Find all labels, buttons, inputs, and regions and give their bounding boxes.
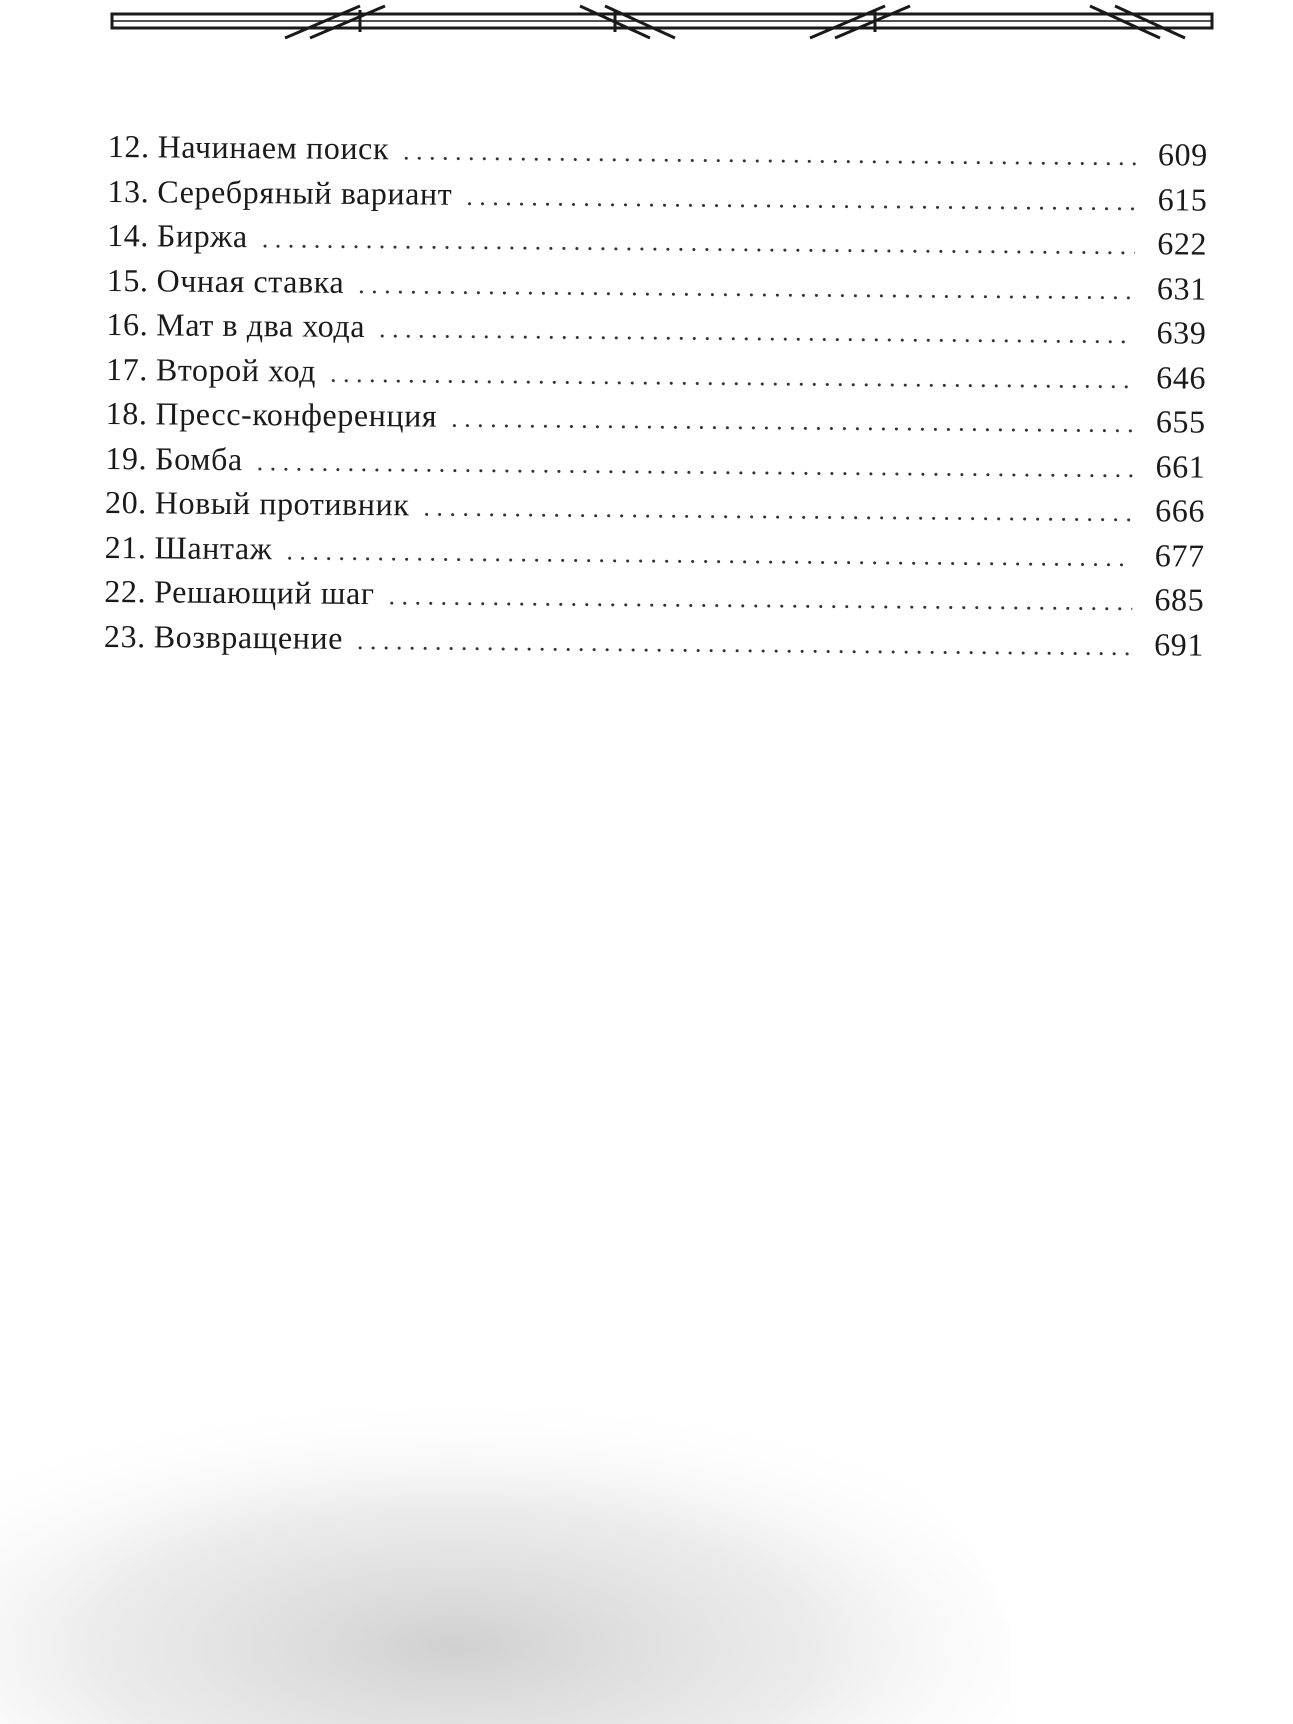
toc-entry-number: 12. [107,128,150,165]
toc-leader-dots [330,358,1134,394]
toc-leader-dots [262,224,1136,261]
toc-entry-title: Новый противник [154,484,410,523]
toc-leader-dots [286,536,1132,573]
toc-entry-title: Начинаем поиск [157,128,390,167]
toc-entry-page: 677 [1154,536,1205,574]
toc-leader-dots [403,136,1136,172]
toc-leader-dots [451,404,1134,439]
toc-entry-number: 21. [104,528,147,565]
toc-entry-title: Биржа [156,217,248,255]
toc-entry-number: 16. [106,305,149,343]
toc-entry-number: 19. [105,439,148,476]
toc-entry-page: 639 [1156,314,1207,351]
toc-entry-page: 615 [1157,180,1208,218]
toc-entry-page: 631 [1156,269,1207,307]
toc-entry-page: 609 [1157,136,1208,173]
toc-leader-dots [423,492,1133,528]
toc-leader-dots [357,625,1132,661]
toc-entry-number: 22. [104,572,147,610]
toc-leader-dots [388,581,1132,617]
toc-entry-page: 666 [1155,492,1206,529]
toc-entry-page: 655 [1155,403,1206,440]
toc-entry-number: 20. [104,483,148,521]
toc-entry-title: Решающий шаг [154,573,375,612]
toc-entry-title: Пресс-конференция [155,395,438,434]
bleed-through-smudge [0,1300,1293,1724]
toc-entry-number: 17. [105,350,149,387]
toc-entry[interactable] [104,617,1204,670]
toc-entry-number: 14. [107,216,150,254]
toc-entry-title: Очная ставка [156,261,345,300]
toc-entry-title: Второй ход [155,350,317,389]
toc-leader-dots [466,181,1135,216]
toc-entry-page: 661 [1155,447,1206,485]
toc-entry-page: 646 [1156,358,1207,396]
toc-leader-dots [358,269,1135,305]
table-of-contents [104,128,1208,671]
toc-entry-number: 18. [105,394,148,432]
toc-entry-title: Возвращение [153,617,344,656]
toc-entry-page: 685 [1154,581,1205,618]
toc-entry-page: 691 [1154,625,1205,663]
toc-entry-title: Серебряный вариант [157,172,453,212]
toc-leader-dots [379,314,1135,350]
toc-entry-page: 622 [1157,225,1208,262]
decorative-rule-ornament-icon [110,0,1218,50]
toc-entry-title: Бомба [155,439,243,477]
toc-entry-number: 13. [107,172,150,209]
toc-leader-dots [257,447,1134,484]
toc-entry-title: Шантаж [154,528,273,566]
toc-entry-number: 15. [106,261,149,298]
toc-entry-title: Мат в два хода [156,306,366,345]
toc-entry-number: 23. [103,617,146,654]
